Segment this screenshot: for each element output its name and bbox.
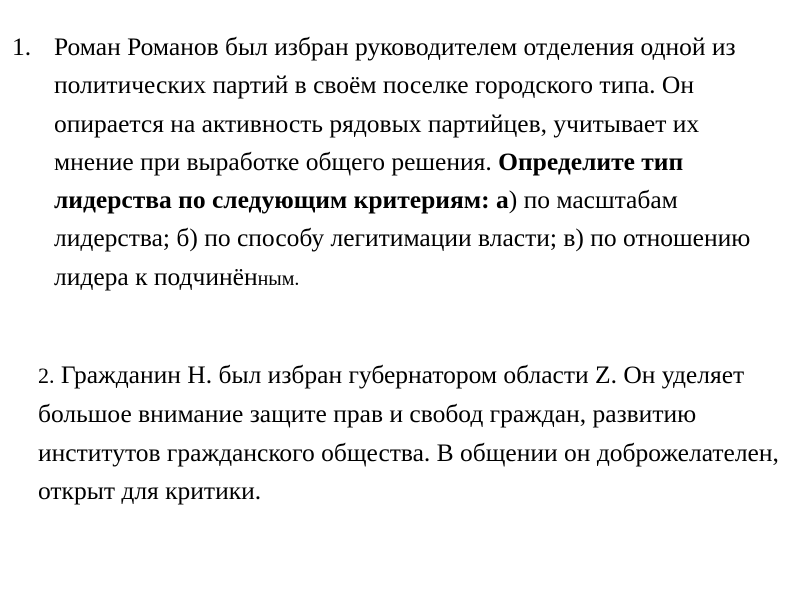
task-2-number: 2. [38, 363, 55, 388]
task-2-text: Гражданин Н. был избран губернатором области Z. Он уделяет большое внимание защите прав и свобод граждан, развитию институтов гражданского общества. В общении он доброжелателен, открыт для критики. [38, 360, 779, 505]
task-1-question: Определите тип лидерства по следующим критериям: а [54, 146, 684, 215]
task-1-text-part2: ) по масштабам лидерства; б) по способу легитимации власти; в) по отношению лидера к подчинён [54, 185, 751, 291]
task-2 [38, 356, 783, 510]
task-1-number: 1. [12, 32, 32, 61]
task-1-text [54, 28, 784, 298]
task-1-text-end: ным. [257, 267, 300, 290]
task-1-text-part1: Роман Романов был избран руководителем отделения одной из политических партий в своём поселке городского типа. Он опирается на активность рядовых партийцев, учитывает их мнение при выработке общего решения. [54, 32, 736, 176]
task-1 [12, 28, 792, 298]
